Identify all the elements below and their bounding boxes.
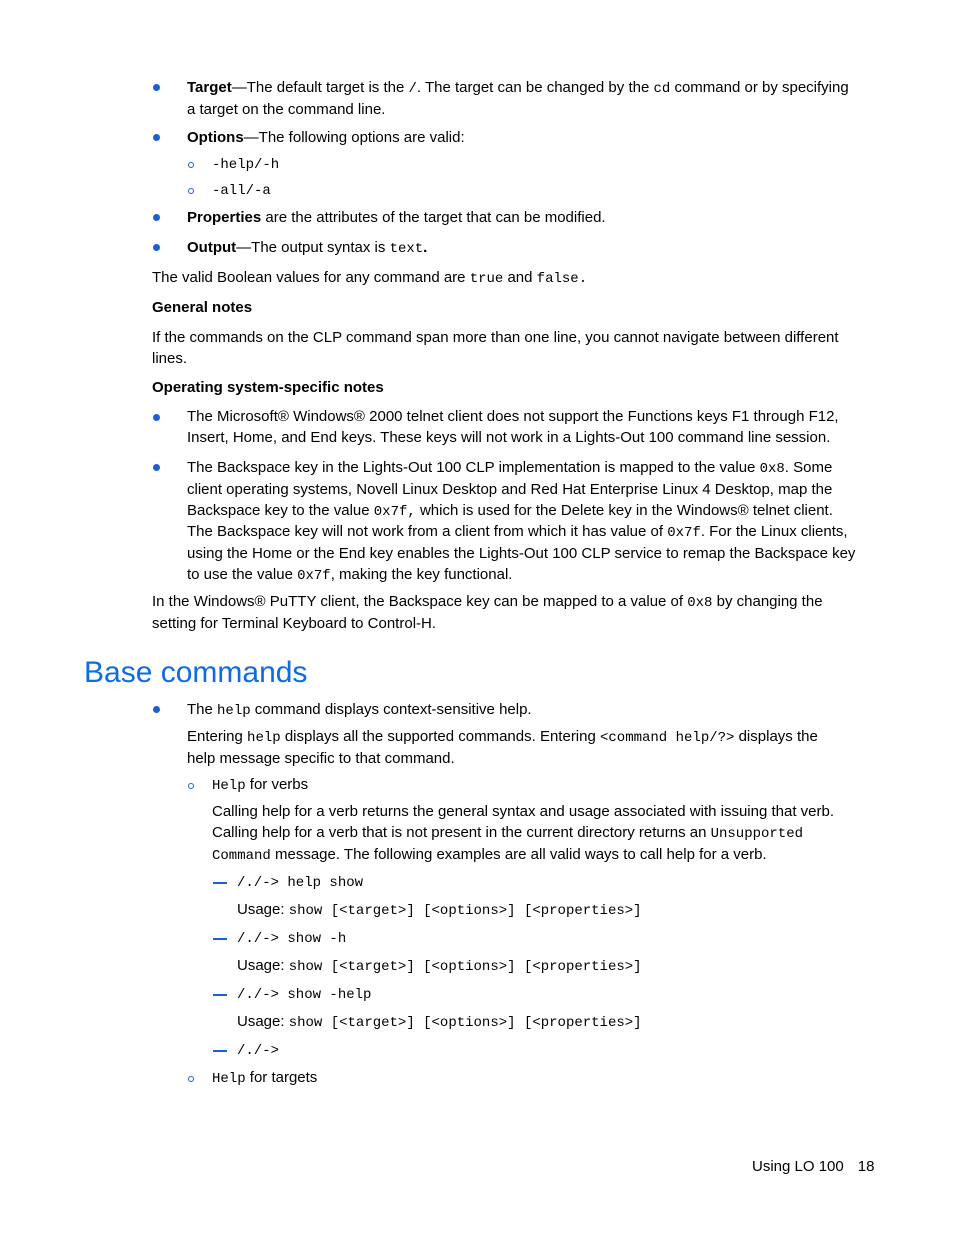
code-help: help: [247, 730, 281, 746]
putty-l1-post: by changing the: [712, 593, 823, 610]
circle-bullet-icon: [188, 783, 194, 789]
verbs-l3-post: message. The following examples are all valid ways to call help for a verb.: [270, 845, 767, 863]
code-help-targets: Help: [212, 1071, 246, 1087]
entering-line2: help message specific to that command.: [187, 749, 455, 767]
output-text: —The output syntax is: [236, 239, 390, 256]
backspace-l3-post: which is used for the Delete key in the Windows® telnet client.: [415, 501, 833, 519]
example-command: /./->: [237, 1043, 280, 1059]
option-all: -all/-a: [212, 183, 271, 199]
help-for-targets-text: for targets: [245, 1069, 318, 1086]
help-bullet-pre: The: [187, 701, 218, 718]
dash-icon: [213, 938, 227, 940]
verbs-paragraph: [212, 802, 892, 866]
code-0x7f: 0x7f: [667, 525, 701, 542]
page-number: 18: [857, 1158, 875, 1175]
bullet-icon: [153, 464, 160, 471]
code-0x8: 0x8: [687, 595, 713, 611]
entering-post: displays the: [734, 728, 818, 745]
general-notes-line1: If the commands on the CLP command span more than one line, you cannot navigate between different: [152, 329, 839, 346]
backspace-l2: client operating systems, Novell Linux Desktop and Red Hat Enterprise Linux 4 Desktop, map the: [187, 480, 833, 498]
help-for-targets: [212, 1068, 317, 1090]
output-end: .: [423, 239, 428, 256]
backspace-l4-post: . For the Linux clients,: [700, 523, 848, 541]
general-notes-paragraph: [152, 328, 872, 369]
code-cd: cd: [653, 81, 671, 97]
boolean-text: The valid Boolean values for any command are: [152, 269, 470, 286]
putty-l2: setting for Terminal Keyboard to Control-H.: [152, 614, 437, 632]
target-text: —The default target is the: [231, 79, 409, 96]
dash-icon: [213, 1050, 227, 1052]
output-item: [187, 238, 427, 260]
usage-label: Usage:: [237, 957, 289, 974]
example-usage: [237, 956, 642, 978]
footer-label: Using LO 100: [752, 1158, 844, 1175]
code-text: text: [389, 241, 424, 257]
bullet-icon: [153, 706, 160, 713]
example-usage: [237, 900, 642, 922]
backspace-l3: Backspace key to the value: [187, 501, 374, 519]
circle-bullet-icon: [188, 188, 194, 194]
code-0x8: 0x8: [759, 461, 785, 477]
code-command: Command: [212, 847, 271, 864]
section-heading: Base commands: [84, 656, 308, 689]
putty-l1: In the Windows® PuTTY client, the Backspace key can be mapped to a value of: [152, 593, 688, 610]
verbs-l2: Calling help for a verb that is not present in the current directory returns an: [212, 823, 711, 841]
options-item: [187, 128, 465, 149]
bullet-icon: [153, 134, 160, 141]
entering-pre: Entering: [187, 728, 248, 745]
help-bullet-post: command displays context-sensitive help.: [250, 701, 532, 718]
backspace-l1: The Backspace key in the Lights-Out 100 CLP implementation is mapped to the value: [187, 459, 760, 476]
boolean-paragraph: [152, 268, 587, 290]
code-help: help: [217, 703, 251, 719]
usage-syntax: show [<target>] [<options>] [<properties>]: [288, 903, 642, 919]
entering-mid: displays all the supported commands. Entering: [280, 728, 600, 745]
properties-term: Properties: [187, 209, 262, 226]
code-command-help: <command help/?>: [600, 730, 735, 746]
options-term: Options: [187, 129, 244, 146]
putty-paragraph: [152, 592, 872, 634]
dash-icon: [213, 882, 227, 884]
backspace-l5: using the Home or the End key enables the Lights-Out 100 CLP service to remap the Backspace key: [187, 545, 856, 563]
backspace-l4: The Backspace key will not work from a client from which it has value of: [187, 523, 668, 541]
option-help: -help/-h: [212, 157, 280, 173]
boolean-end: .: [578, 271, 588, 287]
example-command: /./-> show -help: [237, 987, 372, 1003]
target-term: Target: [187, 79, 232, 96]
verbs-l1: Calling help for a verb returns the general syntax and usage associated with issuing that verb.: [212, 803, 835, 820]
backspace-l6: to use the value: [187, 565, 298, 583]
example-command: /./-> help show: [237, 875, 364, 891]
os-note-windows-line2: Insert, Home, and End keys. These keys will not work in a Lights-Out 100 command line session.: [187, 428, 831, 446]
target-text-post: command or by specifying: [670, 79, 849, 96]
bullet-icon: [153, 244, 160, 251]
usage-syntax: show [<target>] [<options>] [<properties>]: [288, 1015, 642, 1031]
os-note-windows-line1: The Microsoft® Windows® 2000 telnet client does not support the Functions keys F1 through F12,: [187, 408, 839, 425]
usage-label: Usage:: [237, 1013, 289, 1030]
dash-icon: [213, 994, 227, 996]
bullet-icon: [153, 414, 160, 421]
boolean-and: and: [503, 269, 537, 286]
code-0x7f: 0x7f,: [373, 503, 416, 520]
general-notes-heading: General notes: [152, 299, 253, 316]
code-help-verbs: Help: [212, 778, 246, 794]
help-bullet: [187, 700, 532, 722]
backspace-l6-post: , making the key functional.: [330, 565, 513, 583]
code-root: /: [408, 81, 417, 97]
backspace-l1-post: . Some: [784, 459, 833, 476]
output-term: Output: [187, 239, 237, 256]
target-text-mid: . The target can be changed by the: [416, 79, 654, 96]
os-note-windows: [187, 407, 887, 448]
circle-bullet-icon: [188, 1076, 194, 1082]
target-text-line2: a target on the command line.: [187, 100, 386, 118]
help-for-verbs-text: for verbs: [245, 776, 309, 793]
properties-item: [187, 208, 606, 229]
example-usage: [237, 1012, 642, 1034]
code-true: true: [469, 271, 504, 287]
target-item: [187, 78, 887, 120]
os-notes-heading: Operating system-specific notes: [152, 379, 384, 396]
os-note-backspace: [187, 458, 887, 587]
example-command: /./-> show -h: [237, 931, 347, 947]
bullet-icon: [153, 214, 160, 221]
page-footer: [752, 1157, 874, 1178]
code-false: false: [536, 271, 579, 287]
circle-bullet-icon: [188, 162, 194, 168]
general-notes-line2: lines.: [152, 349, 188, 367]
bullet-icon: [153, 84, 160, 91]
code-0x7f: 0x7f: [297, 567, 331, 584]
usage-syntax: show [<target>] [<options>] [<properties>]: [288, 959, 642, 975]
options-text: —The following options are valid:: [243, 129, 465, 146]
usage-label: Usage:: [237, 901, 289, 918]
properties-text: are the attributes of the target that can be modified.: [261, 209, 606, 226]
help-for-verbs: [212, 775, 308, 797]
code-unsupported: Unsupported: [710, 825, 804, 842]
entering-help-paragraph: [187, 727, 887, 769]
